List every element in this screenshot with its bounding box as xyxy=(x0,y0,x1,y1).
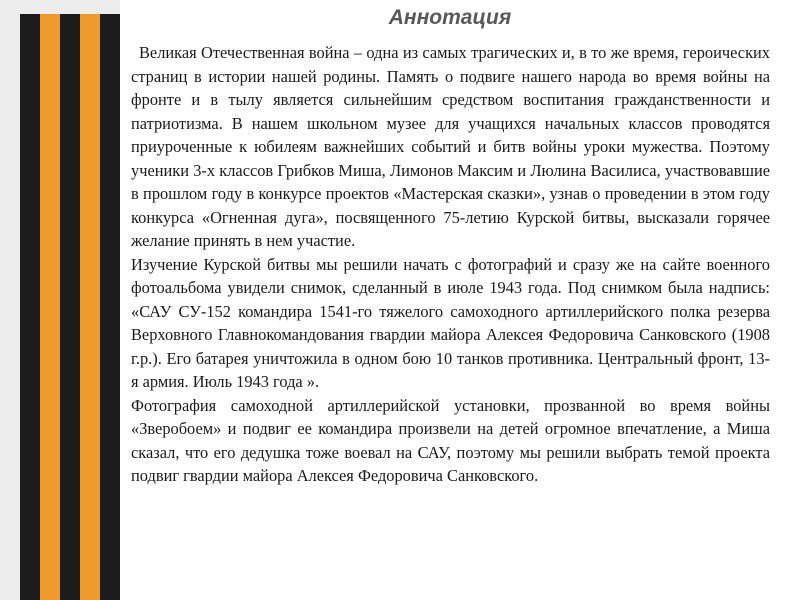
paragraph-2: Изучение Курской битвы мы решили начать с фотографий и сразу же на сайте военного фотоальбома увидели снимок, сделанный в июле 1943 года. Под снимком была надпись: «САУ СУ-152 командира 1541-го тяжелого самоходного артиллерийского полка резерва Верховного Главнокомандования гвардии майора Алексея Федоровича Санковского (1908 г.р.). Его батарея уничтожила в одном бою 10 танков противника. Центральный фронт, 13-я армия. Июль 1943 года ». xyxy=(131,254,770,391)
ribbon-panel xyxy=(0,0,120,600)
paragraph-1: Великая Отечественная война – одна из самых трагических и, в то же время, героических страниц в истории нашей родины. Память о подвиге нашего народа во время войны на фронте и в тылу является сильнейшим средством воспитания гражданственности и патриотизма. В нашем школьном музее для учащихся начальных классов проводятся приуроченные к юбилеям важнейших событий и битв войны уроки мужества. Поэтому ученики 3-х классов Грибков Миша, Лимонов Максим и Люлина Василиса, участвовавшие в прошлом году в конкурсе проектов «Мастерская сказки», узнав о проведении в этом году конкурса «Огненная дуга», посвященного 75-летию Курской битвы, высказали горячее желание принять в нем участие. xyxy=(131,43,770,250)
st-george-ribbon-image xyxy=(20,14,120,600)
paragraph-3: Фотография самоходной артиллерийской установки, прозванной во время войны «Зверобоем» и подвиг ее командира произвели на детей огромное впечатление, а Миша сказал, что его дедушка тоже воевал на САУ, поэтому мы решили выбрать темой проекта подвиг гвардии майора Алексея Федоровича Санковского. xyxy=(131,395,770,485)
annotation-text xyxy=(131,41,770,488)
page-title: Аннотация xyxy=(388,6,512,29)
